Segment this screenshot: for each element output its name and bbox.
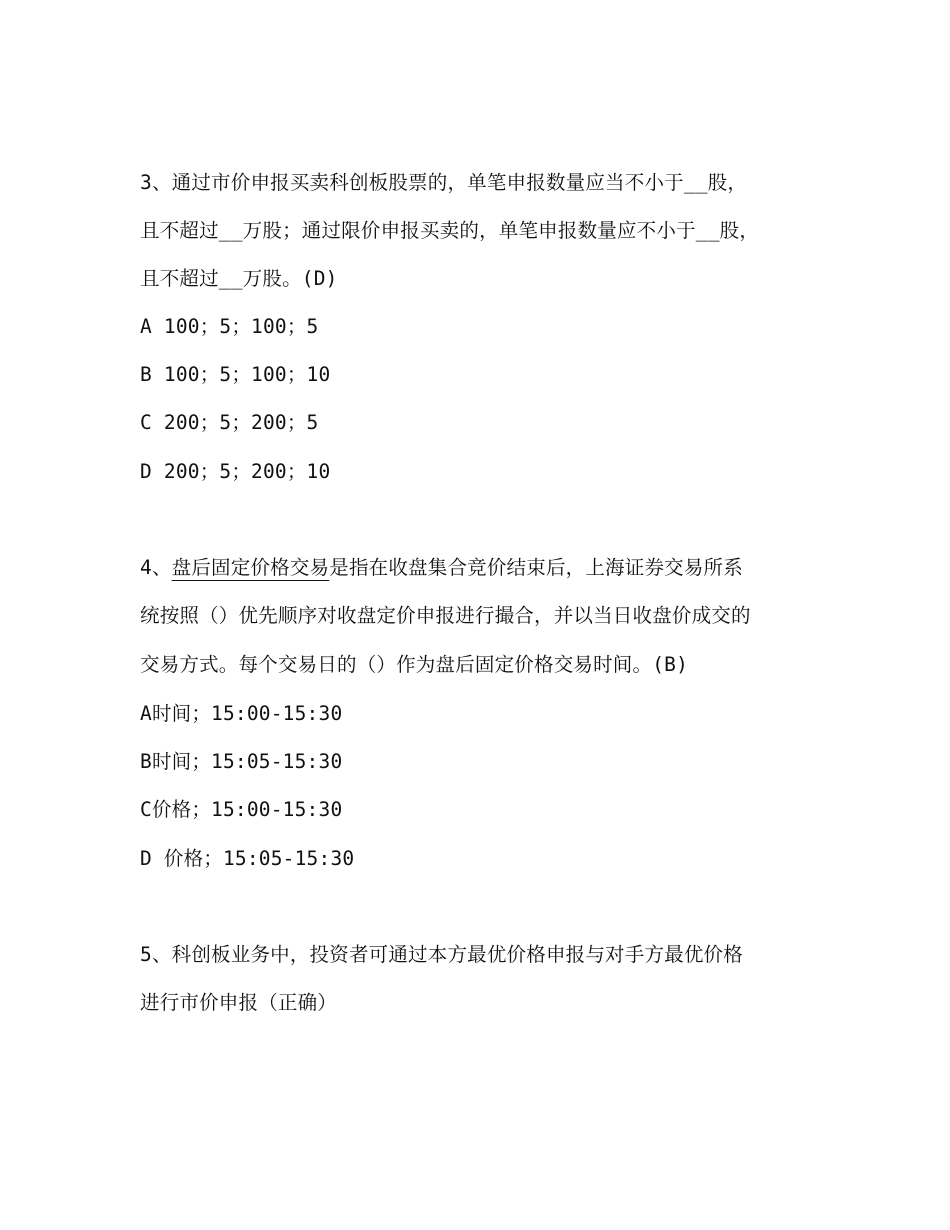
question-4-option-b: B时间；15:05-15:30	[140, 750, 343, 773]
question-5-line-2: 进行市价申报（正确）	[140, 991, 338, 1014]
question-4-line-2: 统按照（）优先顺序对收盘定价申报进行撮合，并以当日收盘价成交的	[140, 604, 751, 627]
question-3-option-c: C 200；5；200；5	[140, 411, 319, 434]
question-3-option-a: A 100；5；100；5	[140, 315, 319, 338]
question-3-option-b: B 100；5；100；10	[140, 363, 331, 386]
question-4-underlined-term: 盘后固定价格交易	[171, 556, 330, 579]
question-4-option-a: A时间；15:00-15:30	[140, 702, 343, 725]
question-4-line-1-rest: 是指在收盘集合竞价结束后，上海证券交易所系	[329, 556, 743, 579]
question-4-line-1	[140, 555, 743, 581]
question-4-number: 4、	[140, 556, 172, 579]
question-3-line-2: 且不超过__万股；通过限价申报买卖的，单笔申报数量应不小于__股，	[140, 219, 760, 242]
question-3-option-d: D 200；5；200；10	[140, 460, 331, 483]
question-4-option-d: D 价格；15:05-15:30	[140, 847, 355, 870]
question-3-line-3: 且不超过__万股。(D)	[140, 267, 338, 290]
question-3-line-1: 3、通过市价申报买卖科创板股票的，单笔申报数量应当不小于__股，	[140, 171, 748, 194]
question-4-option-c: C价格；15:00-15:30	[140, 798, 343, 821]
question-5-line-1: 5、科创板业务中，投资者可通过本方最优价格申报与对手方最优价格	[140, 943, 743, 966]
question-4-line-3: 交易方式。每个交易日的（）作为盘后固定价格交易时间。(B)	[140, 653, 689, 676]
